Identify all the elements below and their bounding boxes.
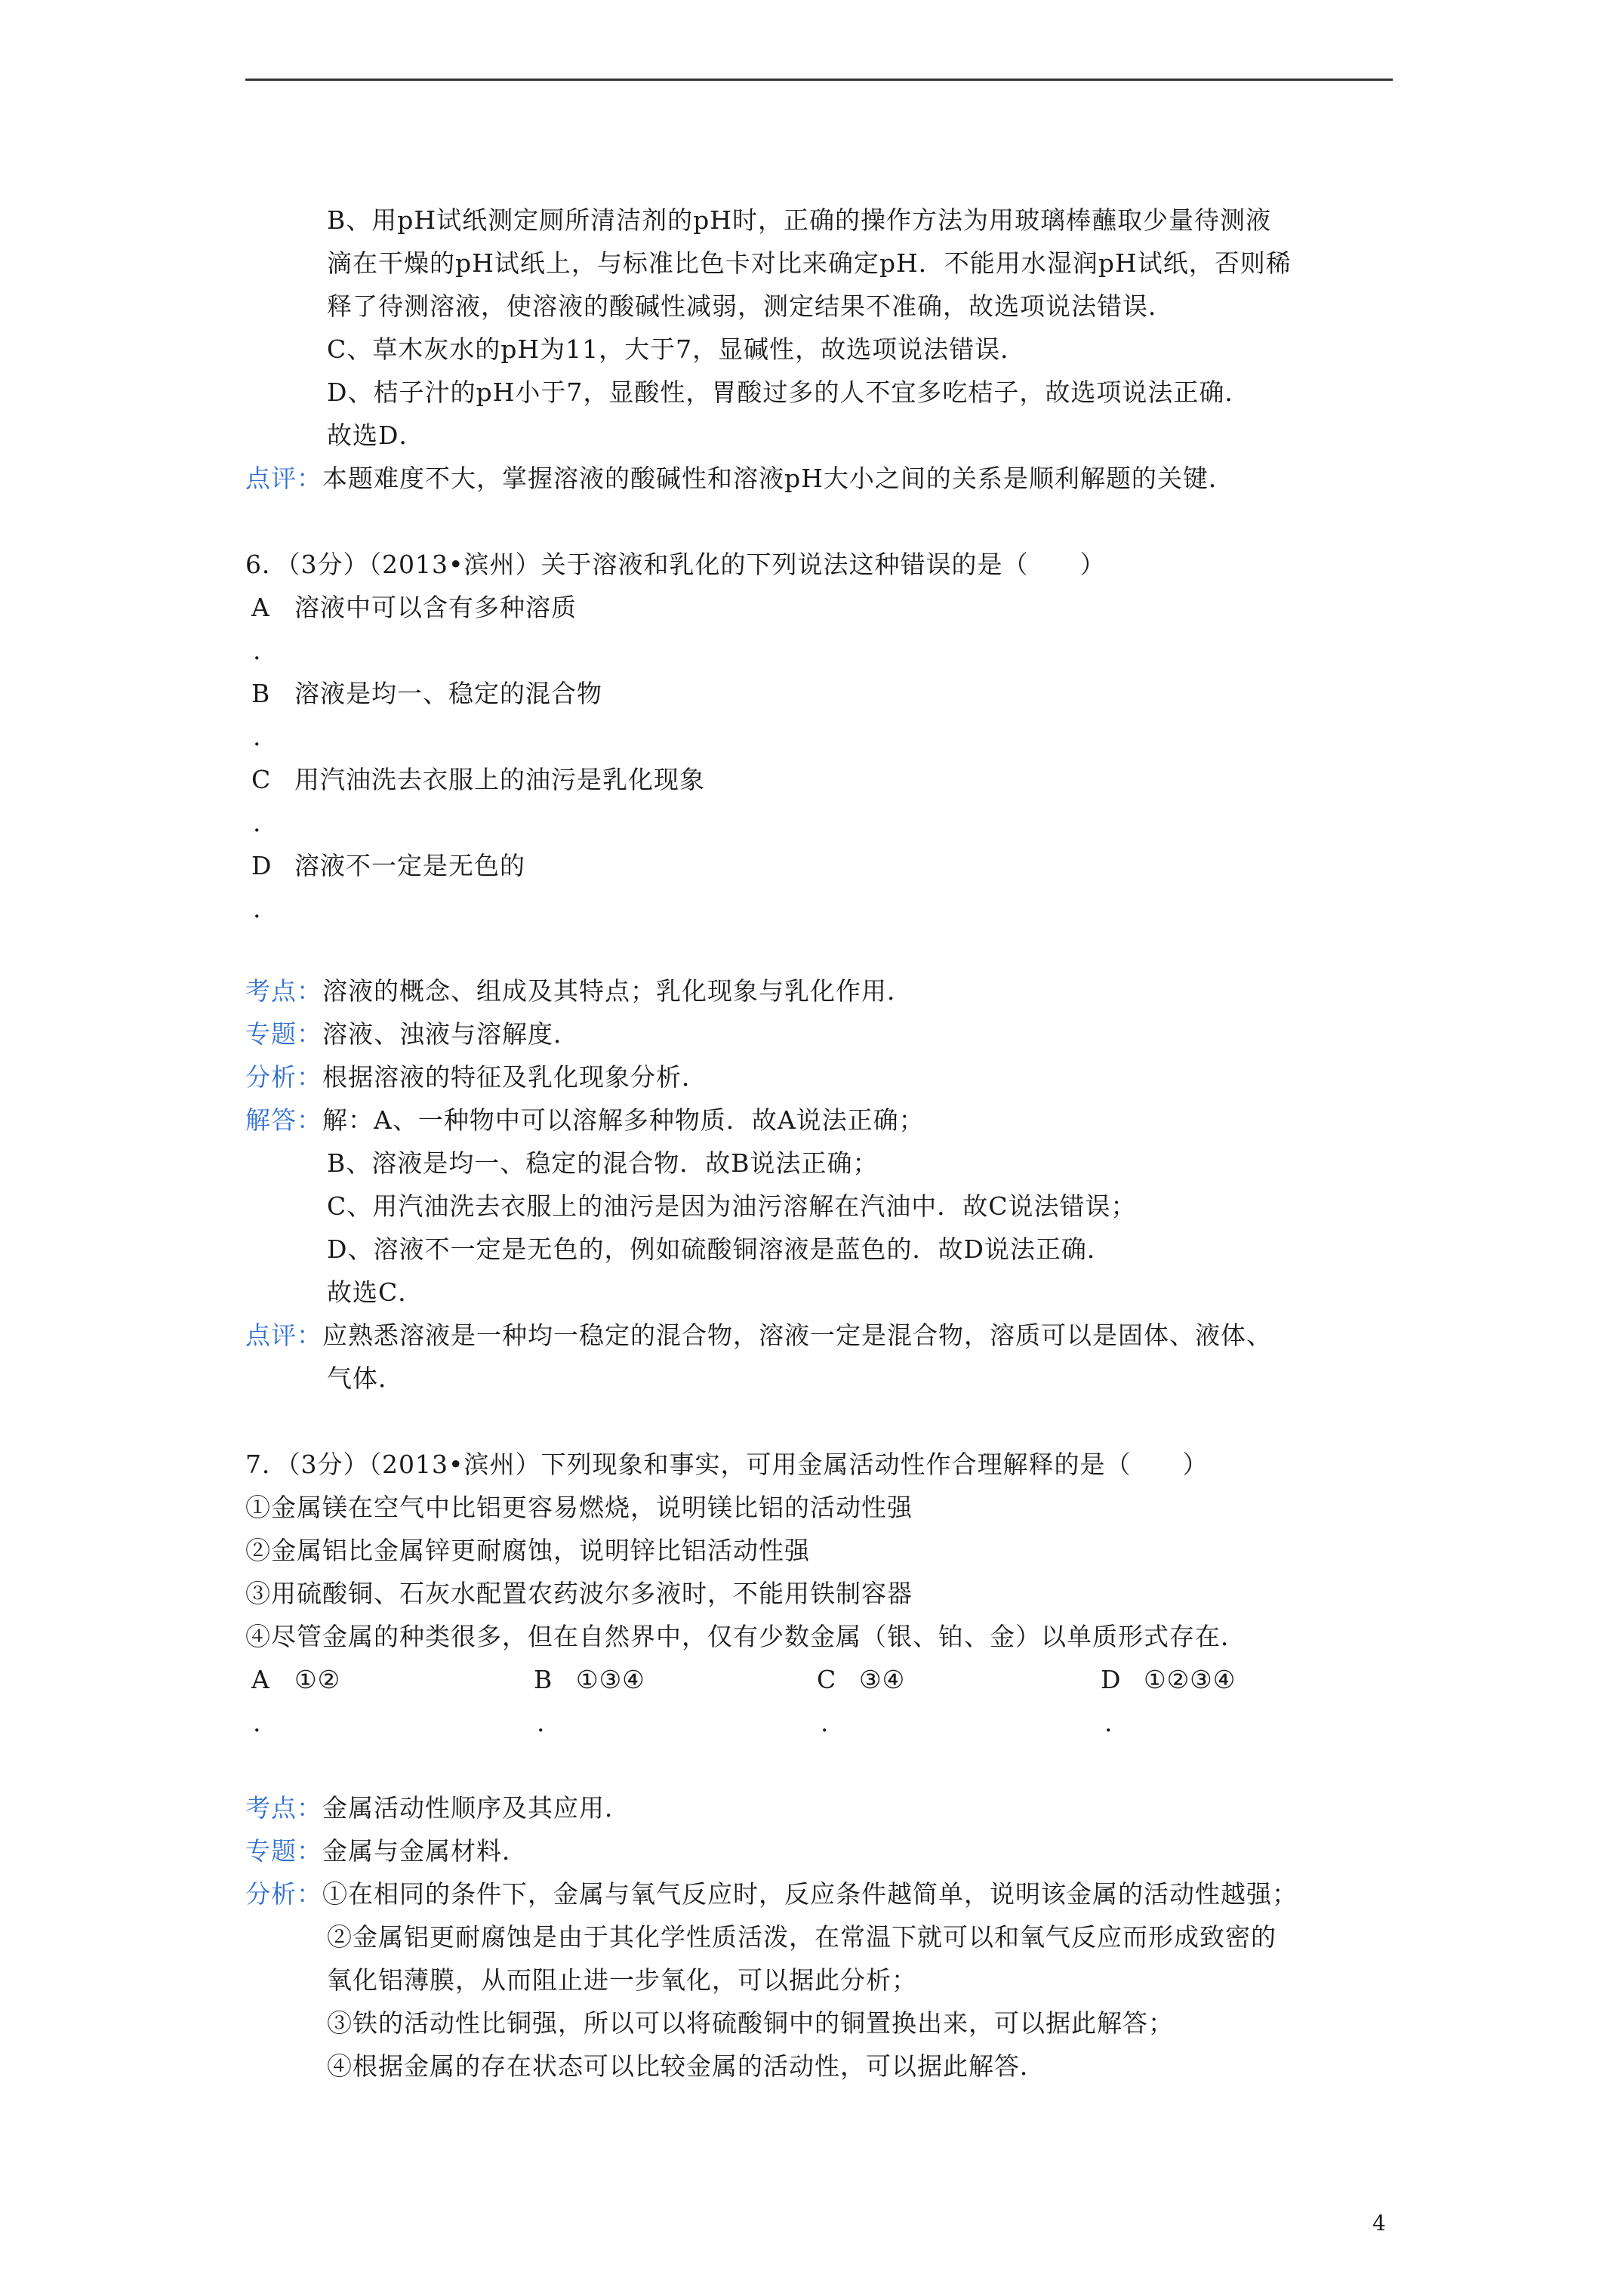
q6-option-c-letter: C [251,765,272,794]
q6-analysis [245,1062,707,1093]
q7-topic [245,1836,528,1866]
point-label: 考点： [245,976,322,1006]
q7-option-b-dot: . [537,1708,546,1737]
comment-text: 应熟悉溶液是一种均一稳定的混合物，溶液一定是混合物，溶质可以是固体、液体、 [322,1321,1272,1350]
q7-option-d-letter: D [1101,1665,1122,1694]
q6-answer-line5: 故选C． [327,1277,424,1307]
q6-option-c-dot: . [253,808,262,837]
topic-text: 金属与金属材料． [322,1836,528,1866]
q6-answer-line4: D、溶液不一定是无色的，例如硫酸铜溶液是蓝色的．故D说法正确． [327,1234,1113,1264]
q7-analysis-line2: ②金属铝更耐腐蚀是由于其化学性质活泼，在常温下就可以和氧气反应而形成致密的 [327,1922,1277,1952]
q7-point [245,1793,630,1823]
q5-option-c: C、草木灰水的pH为11，大于7，显碱性，故选项说法错误． [327,334,1027,364]
q7-option-a-text: ①② [294,1665,341,1694]
q6-option-d-text: 溶液不一定是无色的 [294,851,525,880]
q6-answer-line2: B、溶液是均一、稳定的混合物．故B说法正确； [327,1148,879,1178]
q5-option-b-line3: 释了待测溶液，使溶液的酸碱性减弱，测定结果不准确，故选项说法错误． [327,291,1174,321]
q7-item-4: ④尽管金属的种类很多，但在自然界中，仅有少数金属（银、铂、金）以单质形式存在． [245,1622,1246,1651]
topic-label: 专题： [245,1836,322,1866]
q6-option-d-dot: . [253,894,262,923]
q7-option-d-dot: . [1104,1708,1113,1737]
q7-option-b-text: ①③④ [576,1665,645,1694]
q6-answer-line3: C、用汽油洗去衣服上的油污是因为油污溶解在汽油中．故C说法错误； [327,1191,1137,1221]
analysis-label: 分析： [245,1879,322,1909]
analysis-text: 根据溶液的特征及乳化现象分析． [322,1062,707,1092]
q7-analysis-line5: ④根据金属的存在状态可以比较金属的活动性，可以据此解答． [327,2051,1046,2081]
q7-option-d-text: ①②③④ [1144,1665,1236,1694]
q7-analysis-line4: ③铁的活动性比铜强，所以可以将硫酸铜中的铜置换出来，可以据此解答； [327,2008,1174,2038]
q7-stem: 7．（3分）（2013•滨州）下列现象和事实，可用金属活动性作合理解释的是（ ） [245,1450,1209,1479]
answer-label: 解答： [245,1105,322,1135]
q6-comment-line2: 气体． [327,1364,404,1393]
comment-label: 点评： [245,1321,322,1350]
page-number: 4 [1372,2211,1386,2236]
q5-conclusion: 故选D． [327,421,425,450]
q7-option-a-dot: . [253,1708,262,1737]
q6-answer-line1 [245,1105,925,1136]
q7-item-2: ②金属铝比金属锌更耐腐蚀，说明锌比铝活动性强 [245,1536,810,1565]
q6-option-c-text: 用汽油洗去衣服上的油污是乳化现象 [294,765,705,794]
analysis-label: 分析： [245,1062,322,1092]
q6-comment-line1 [245,1321,1272,1351]
q7-item-1: ①金属镁在空气中比铝更容易燃烧，说明镁比铝的活动性强 [245,1493,913,1522]
topic-text: 溶液、浊液与溶解度． [322,1019,579,1049]
q7-option-c-text: ③④ [859,1665,906,1694]
q6-option-a-text: 溶液中可以含有多种溶质 [294,593,577,622]
q6-stem: 6．（3分）（2013•滨州）关于溶液和乳化的下列说法这种错误的是（ ） [245,550,1106,579]
point-label: 考点： [245,1793,322,1823]
point-text: 溶液的概念、组成及其特点；乳化现象与乳化作用． [322,976,913,1006]
q6-option-b-letter: B [251,679,271,708]
q5-option-b-line2: 滴在干燥的pH试纸上，与标准比色卡对比来确定pH．不能用水湿润pH试纸，否则稀 [327,248,1292,278]
q7-option-b-letter: B [534,1665,553,1694]
q6-option-a-letter: A [251,593,270,622]
comment-label: 点评： [245,464,322,493]
q7-option-a-letter: A [251,1665,270,1694]
q7-option-c-letter: C [817,1665,837,1694]
q6-point [245,976,913,1006]
q6-option-d-letter: D [251,851,273,880]
q6-option-b-text: 溶液是均一、稳定的混合物 [294,679,602,708]
q7-item-3: ③用硫酸铜、石灰水配置农药波尔多液时，不能用铁制容器 [245,1579,913,1608]
analysis-text: ①在相同的条件下，金属与氧气反应时，反应条件越简单，说明该金属的活动性越强； [322,1879,1298,1909]
header-rule [245,79,1393,81]
answer-text: 解：A、一种物中可以溶解多种物质．故A说法正确； [322,1105,925,1135]
q6-option-b-dot: . [253,722,262,751]
topic-label: 专题： [245,1019,322,1049]
q7-analysis-line3: 氧化铝薄膜，从而阻止进一步氧化，可以据此分析； [327,1965,917,1995]
q6-option-a-dot: . [253,636,262,665]
q7-option-c-dot: . [821,1708,830,1737]
point-text: 金属活动性顺序及其应用． [322,1793,630,1823]
comment-text: 本题难度不大，掌握溶液的酸碱性和溶液pH大小之间的关系是顺利解题的关键． [322,464,1234,493]
q6-topic [245,1019,579,1049]
q5-comment [245,464,1234,494]
q5-option-d: D、桔子汁的pH小于7，显酸性，胃酸过多的人不宜多吃桔子，故选项说法正确． [327,378,1251,407]
q7-analysis-line1 [245,1879,1298,1909]
q5-option-b-line1: B、用pH试纸测定厕所清洁剂的pH时，正确的操作方法为用玻璃棒蘸取少量待测液 [327,205,1272,235]
